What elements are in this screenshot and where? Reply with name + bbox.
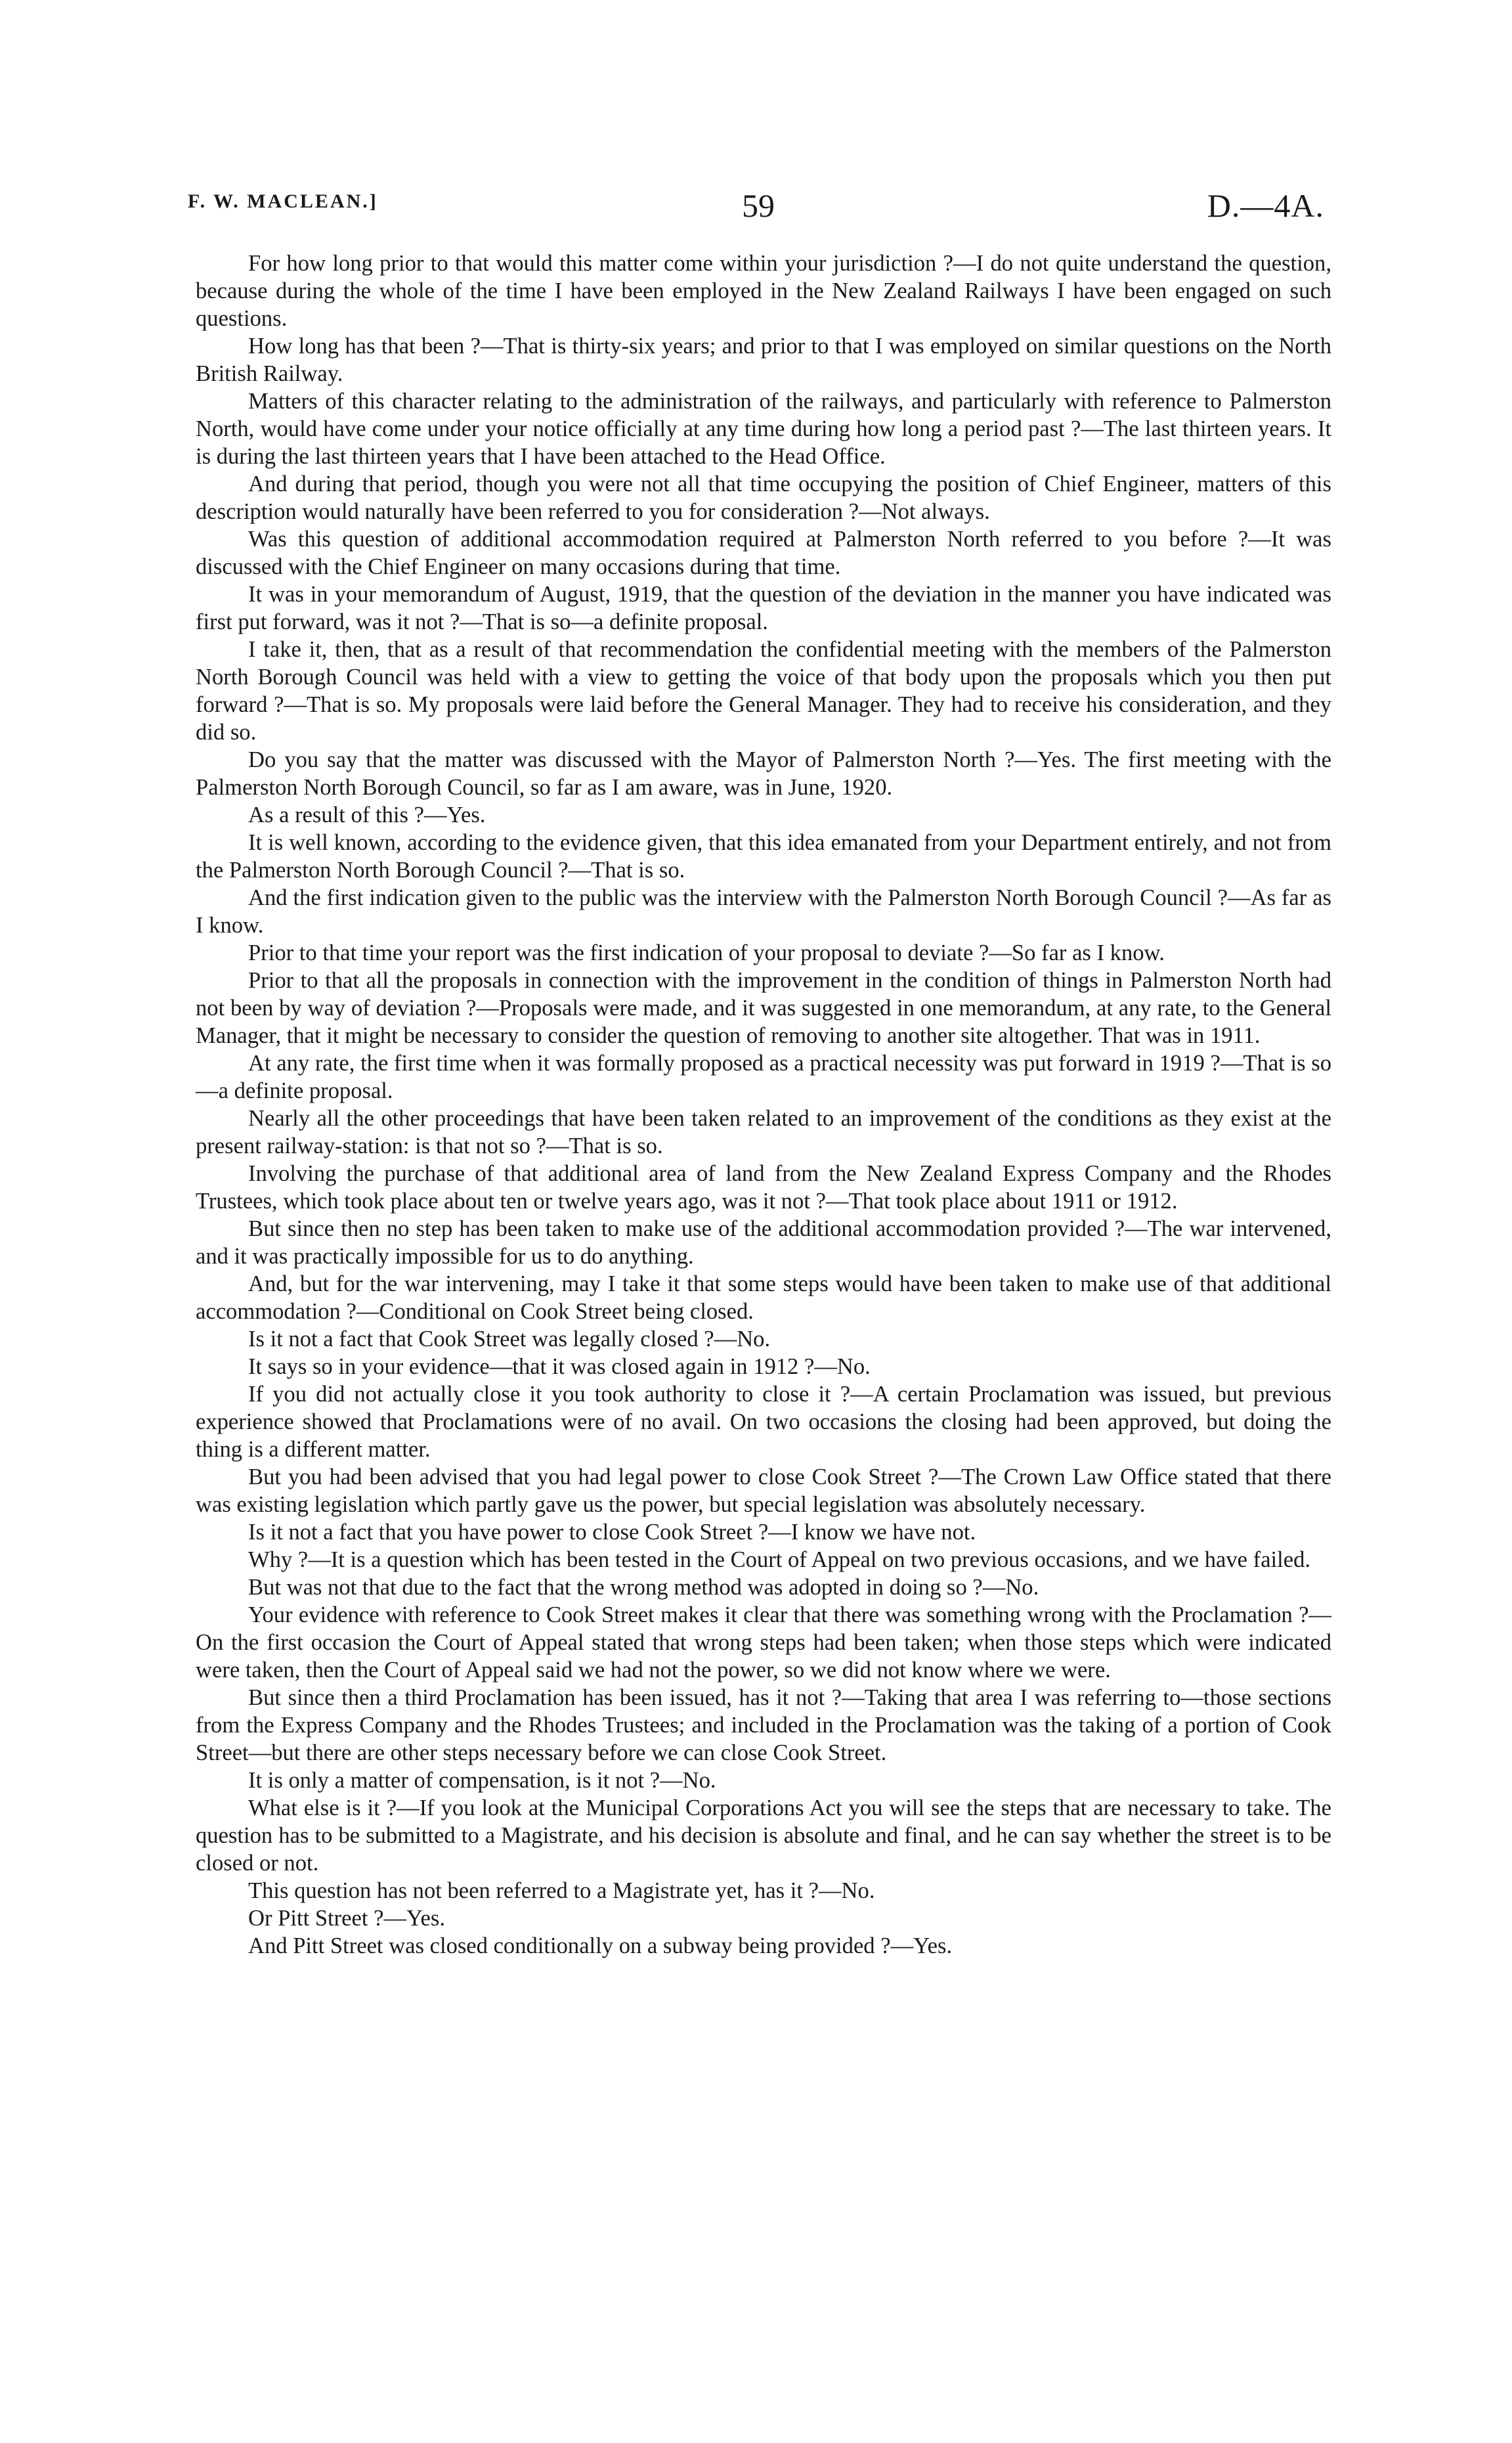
paragraph: For how long prior to that would this matter come within your jurisdiction ?—I do not quite understand the question, because during the whole of the time I have been employed in the New Zealand Railways I have been engaged on such questions. [196,251,1331,331]
witness-name: F. W. MACLEAN.] [188,190,378,212]
paragraph: Or Pitt Street ?—Yes. [248,1906,446,1931]
paragraph: And during that period, though you were not all that time occupying the position of Chief Engineer, matters of this description would naturally have been referred to you for consideration ?—Not always. [196,472,1331,524]
paragraph: Your evidence with reference to Cook Street makes it clear that there was something wrong with the Proclamation ?—On the first occasion the Court of Appeal stated that wrong steps had been taken; when those steps which were indicated were taken, then the Court of Appeal said we had not the power, so we did not know where we were. [196,1602,1331,1683]
paragraph: Was this question of additional accommodation required at Palmerston North referred to you before ?—It was discussed with the Chief Engineer on many occasions during that time. [196,527,1331,579]
paragraph: At any rate, the first time when it was formally proposed as a practical necessity was put forward in 1919 ?—That is so—a definite proposal. [196,1051,1331,1103]
paragraph: Involving the purchase of that additional area of land from the New Zealand Express Company and the Rhodes Trustees, which took place about ten or twelve years ago, was it not ?—That took place about 1911 or 1912. [196,1161,1331,1214]
paragraph: I take it, then, that as a result of that recommendation the confidential meeting with the members of the Palmerston North Borough Council was held with a view to getting the voice of that body upon the proposals which you then put forward ?—That is so. My proposals were laid before the General Manager. They had to receive his consideration, and they did so. [196,637,1331,745]
page-header [0,187,1512,226]
paragraph: As a result of this ?—Yes. [248,803,486,827]
paragraph: But you had been advised that you had legal power to close Cook Street ?—The Crown Law Office stated that there was existing legislation which partly gave us the power, but special legislation was absolutely necessary. [196,1464,1331,1517]
paragraph: What else is it ?—If you look at the Municipal Corporations Act you will see the steps that are necessary to take. The question has to be submitted to a Magistrate, and his decision is absolute and final, and he can say whether the street is to be closed or not. [196,1795,1331,1876]
paragraph: If you did not actually close it you took authority to close it ?—A certain Proclamation was issued, but previous experience showed that Proclamations were of no avail. On two occasions the closing had been approved, but doing the thing is a different matter. [196,1382,1331,1462]
paragraph: Matters of this character relating to the administration of the railways, and particularly with reference to Palmerston North, would have come under your notice officially at any time during how long a period past ?—The last thirteen years. It is during the last thirteen years that I have been attached to the Head Office. [196,389,1331,469]
paragraph: But since then a third Proclamation has been issued, has it not ?—Taking that area I was referring to—those sections from the Express Company and the Rhodes Trustees; and included in the Proclamation was the taking of a portion of Cook Street—but there are other steps necessary before we can close Cook Street. [196,1685,1331,1765]
paragraph: But since then no step has been taken to make use of the additional accommodation provided ?—The war intervened, and it was practically impossible for us to do anything. [196,1216,1331,1269]
paragraph: It is well known, according to the evidence given, that this idea emanated from your Department entirely, and not from the Palmerston North Borough Council ?—That is so. [196,830,1331,883]
paragraph: It says so in your evidence—that it was closed again in 1912 ?—No. [248,1354,871,1379]
paragraph: Prior to that all the proposals in connection with the improvement in the condition of things in Palmerston North had not been by way of deviation ?—Proposals were made, and it was suggested in one memorandum, at any rate, to the General Manager, that it might be necessary to consider the question of removing to another site altogether. That was in 1911. [196,968,1331,1048]
paragraph: Why ?—It is a question which has been tested in the Court of Appeal on two previous occasions, and we have failed. [248,1547,1311,1572]
page-number: 59 [742,187,775,224]
paragraph: And, but for the war intervening, may I take it that some steps would have been taken to make use of that additional accommodation ?—Conditional on Cook Street being closed. [196,1271,1331,1324]
paragraph: Nearly all the other proceedings that have been taken related to an improvement of the conditions as they exist at the present railway-station: is that not so ?—That is so. [196,1106,1331,1158]
evidence-text [196,250,1331,1960]
paragraph: How long has that been ?—That is thirty-six years; and prior to that I was employed on similar questions on the North British Railway. [196,334,1331,386]
paragraph: It was in your memorandum of August, 1919, that the question of the deviation in the manner you have indicated was first put forward, was it not ?—That is so—a definite proposal. [196,582,1331,634]
paragraph: Do you say that the matter was discussed with the Mayor of Palmerston North ?—Yes. The first meeting with the Palmerston North Borough Council, so far as I am aware, was in June, 1920. [196,747,1331,800]
document-reference: D.—4A. [1207,187,1324,224]
paragraph: This question has not been referred to a Magistrate yet, has it ?—No. [248,1878,875,1903]
paragraph: Prior to that time your report was the first indication of your proposal to deviate ?—So far as I know. [248,940,1165,965]
paragraph: And the first indication given to the public was the interview with the Palmerston North Borough Council ?—As far as I know. [196,885,1331,938]
paragraph: Is it not a fact that Cook Street was legally closed ?—No. [248,1327,771,1352]
paragraph: It is only a matter of compensation, is it not ?—No. [248,1768,716,1793]
paragraph: Is it not a fact that you have power to close Cook Street ?—I know we have not. [248,1520,976,1545]
paragraph: But was not that due to the fact that the wrong method was adopted in doing so ?—No. [248,1575,1039,1600]
paragraph: And Pitt Street was closed conditionally on a subway being provided ?—Yes. [248,1933,953,1958]
